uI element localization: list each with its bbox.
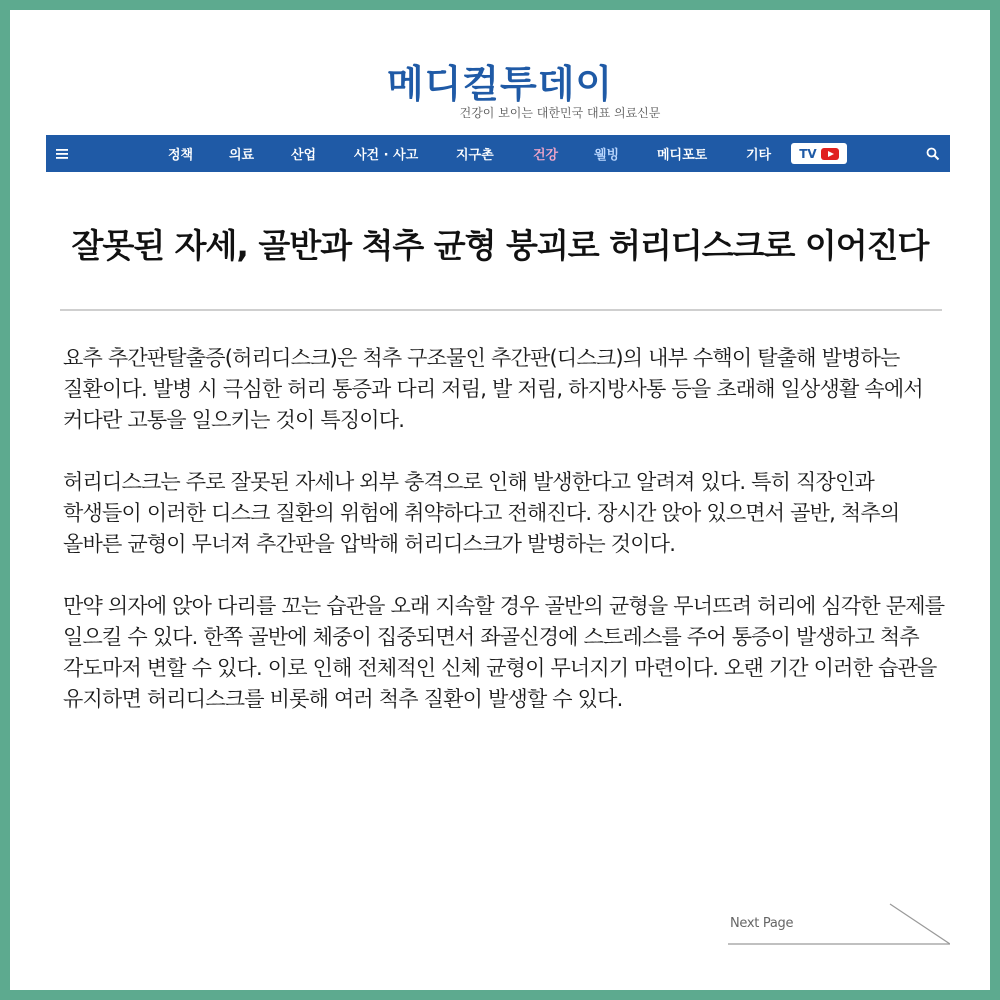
youtube-icon bbox=[821, 148, 839, 160]
nav-item-industry[interactable]: 산업 bbox=[291, 148, 317, 163]
nav-item-global[interactable]: 지구촌 bbox=[456, 148, 494, 163]
hamburger-icon[interactable] bbox=[56, 144, 86, 163]
article-paragraph: 허리디스크는 주로 잘못된 자세나 외부 충격으로 인해 발생한다고 알려져 있다. 특히 직장인과 학생들이 이러한 디스크 질환의 위험에 취약하다고 전해진다. 장시간 앉아 있으면서 골반, 척추의 올바른 균형이 무너져 추간판을 압박해 허리디스크가 발병하는 것이다. bbox=[63, 470, 900, 556]
tv-button[interactable] bbox=[791, 143, 847, 164]
next-page-label: Next Page bbox=[730, 916, 794, 931]
masthead bbox=[10, 62, 990, 120]
headline-divider bbox=[60, 309, 942, 311]
nav-item-policy[interactable]: 정책 bbox=[168, 148, 194, 163]
site-tagline: 건강이 보이는 대한민국 대표 의료신문 bbox=[459, 106, 661, 120]
main-nav bbox=[46, 135, 950, 172]
nav-item-medical[interactable]: 의료 bbox=[229, 148, 255, 163]
article-headline: 잘못된 자세, 골반과 척추 균형 붕괴로 허리디스크로 이어진다 bbox=[71, 226, 929, 265]
nav-item-health[interactable]: 건강 bbox=[533, 148, 559, 163]
nav-item-mediphoto[interactable]: 메디포토 bbox=[657, 148, 708, 163]
next-page-arrow-icon bbox=[728, 902, 950, 948]
nav-item-incidents[interactable]: 사건 · 사고 bbox=[354, 148, 419, 163]
tv-label: TV bbox=[799, 146, 817, 161]
page-card bbox=[10, 10, 990, 990]
site-logo[interactable]: 메디컬투데이 bbox=[386, 62, 614, 106]
search-icon[interactable] bbox=[926, 146, 940, 160]
article-body bbox=[63, 343, 950, 746]
next-page-link[interactable] bbox=[728, 902, 950, 948]
article-paragraph: 요추 추간판탈출증(허리디스크)은 척추 구조물인 추간판(디스크)의 내부 수핵이 탈출해 발병하는 질환이다. 발병 시 극심한 허리 통증과 다리 저림, 발 저림, 하지방사통 등을 초래해 일상생활 속에서 커다란 고통을 일으키는 것이 특징이다. bbox=[63, 346, 923, 432]
nav-item-wellbeing[interactable]: 웰빙 bbox=[594, 148, 620, 163]
article-paragraph: 만약 의자에 앉아 다리를 꼬는 습관을 오래 지속할 경우 골반의 균형을 무너뜨려 허리에 심각한 문제를 일으킬 수 있다. 한쪽 골반에 체중이 집중되면서 좌골신경에 스트레스를 주어 통증이 발생하고 척추 각도마저 변할 수 있다. 이로 인해 전체적인 신체 균형이 무너지기 마련이다. 오랜 기간 이러한 습관을 유지하면 허리디스크를 비롯해 여러 척추 질환이 발생할 수 있다. bbox=[63, 594, 945, 711]
nav-item-etc[interactable]: 기타 bbox=[746, 148, 772, 163]
